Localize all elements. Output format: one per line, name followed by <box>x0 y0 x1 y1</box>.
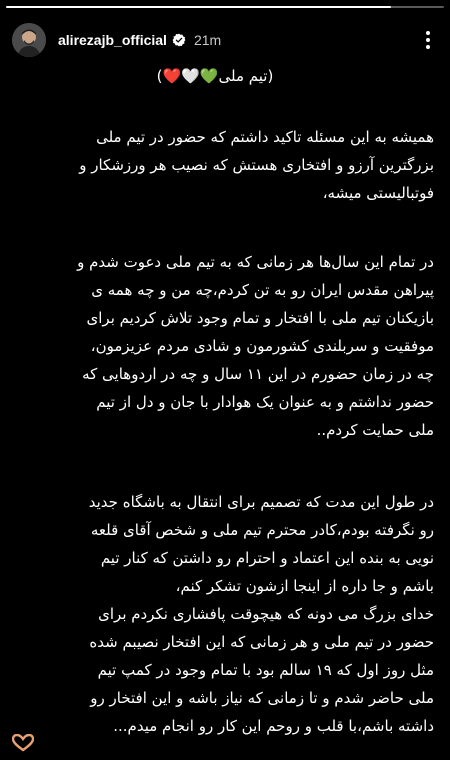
post-paragraph-2: در تمام این سال‌ها هر زمانی که به تیم ملی دعوت شدم و پیراهن مقدس ایران رو به تن کردم،چه من و چه همه ی بازیکنان تیم ملی با افتخار و تمام وجود تلاش کردیم برای موفقیت و سربلندی کشورمون و شادی مردم عزیزمون، چه در زمان حضورم در این ۱۱ سال و چه در اردوهایی که حضور نداشتم و به عنوان یک هوادار با جان و دل از تیم ملی حمایت کردم.. <box>77 253 434 439</box>
story-progress-bar <box>6 6 444 8</box>
more-vertical-icon[interactable] <box>418 26 438 54</box>
username[interactable]: alirezajb_official <box>58 32 167 48</box>
post-time: 21m <box>193 32 222 48</box>
avatar[interactable] <box>12 23 46 57</box>
story-progress-fill <box>6 6 391 8</box>
post-paragraph-3: در طول این مدت که تصمیم برای انتقال به باشگاه جدید رو نگرفته بودم،کادر محترم تیم ملی و شخص آقای قلعه نویی به بنده این اعتماد و احترام رو داشتن که کنار تیم باشم و جا داره از اینجا ازشون تشکر کنم، خدای بزرگ می دونه که هیچوقت پافشاری نکردم برای حضور در تیم ملی و هر زمانی که این افتخار نصیبم شده مثل روز اول که ۱۹ سالم بود با تمام وجود در کمپ تیم ملی حاضر شدم و تا زمانی که نیاز باشه و این افتخار رو داشته باشم،با قلب و روحم این کار رو انجام میدم... <box>88 493 434 735</box>
heart-hands-icon <box>12 734 34 752</box>
post-title: (تیم ملی💚🤍❤️) <box>156 67 274 85</box>
story-header <box>12 20 438 60</box>
verified-badge-icon <box>172 33 186 47</box>
post-paragraph-1: همیشه به این مسئله تاکید داشتم که حضور در تیم ملی بزرگترین آرزو و افتخاری هستش که نصیب هر ورزشکار و فوتبالیستی میشه، <box>79 128 434 202</box>
